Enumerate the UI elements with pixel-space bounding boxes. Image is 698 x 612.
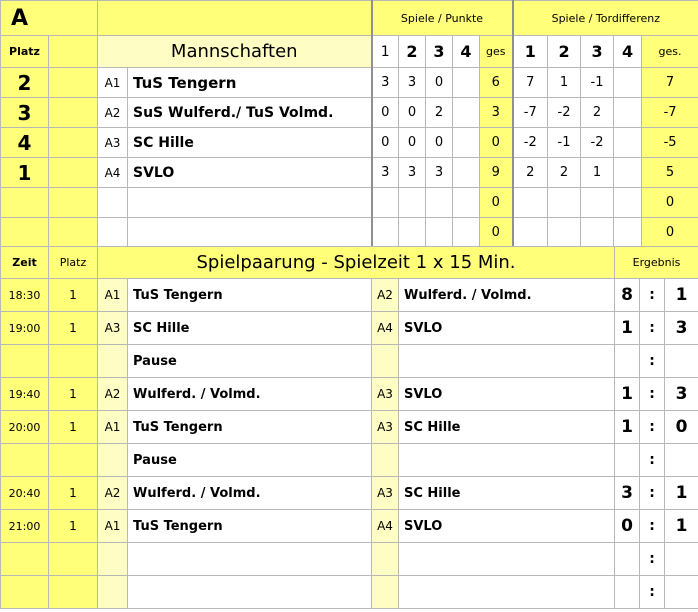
standings-row [1,68,698,98]
goals-cell: 2 [548,158,581,188]
away-id [372,576,399,609]
home-team: Wulferd. / Volmd. [128,477,372,510]
match-time: 19:00 [1,312,49,345]
away-goals: 3 [665,378,698,411]
home-goals: 1 [615,411,640,444]
away-id: A3 [372,477,399,510]
points-cell: 3 [399,68,426,98]
goals-cell: -1 [548,128,581,158]
schedule-header-row [1,247,698,279]
match-platz [49,345,98,378]
away-goals: 0 [665,411,698,444]
points-cell: 0 [372,128,399,158]
match-row [1,378,698,411]
home-team: TuS Tengern [128,510,372,543]
away-team: SVLO [399,312,615,345]
away-id [372,543,399,576]
points-col-header: 1 [372,36,399,68]
away-team: SC Hille [399,477,615,510]
away-id: A3 [372,378,399,411]
standings-row [1,128,698,158]
points-cell [453,188,480,218]
standings-subheader-row [1,36,698,68]
away-id: A4 [372,510,399,543]
goals-cell [548,188,581,218]
home-goals [615,576,640,609]
goals-col-header: 4 [614,36,642,68]
team-rank: 3 [1,98,49,128]
away-team [399,444,615,477]
away-goals: 1 [665,279,698,312]
goals-total: -7 [642,98,698,128]
goals-total-header: ges. [642,36,698,68]
away-goals: 1 [665,477,698,510]
goals-cell [614,188,642,218]
away-goals [665,576,698,609]
home-goals [615,543,640,576]
home-goals: 3 [615,477,640,510]
home-team: Pause [128,345,372,378]
home-id: A2 [98,477,128,510]
goals-cell [548,218,581,248]
team-rank [1,218,49,248]
match-platz [49,543,98,576]
home-id: A3 [98,312,128,345]
match-row [1,345,698,378]
home-goals: 1 [615,378,640,411]
points-cell: 0 [372,98,399,128]
schedule-body [1,279,698,609]
score-separator: : [640,543,665,576]
match-platz: 1 [49,312,98,345]
match-time: 18:30 [1,279,49,312]
points-cell: 0 [399,98,426,128]
team-id [98,218,128,248]
points-cell [426,188,453,218]
points-cell [453,158,480,188]
match-platz: 1 [49,378,98,411]
points-cell: 0 [426,128,453,158]
goals-cell: 1 [581,158,614,188]
points-col-header: 2 [399,36,426,68]
goals-total: -5 [642,128,698,158]
home-id: A1 [98,411,128,444]
goals-col-header: 1 [513,36,548,68]
points-cell: 0 [399,128,426,158]
goals-cell [513,188,548,218]
match-row [1,477,698,510]
goals-cell [614,158,642,188]
match-time: 20:40 [1,477,49,510]
home-id [98,543,128,576]
standings-row [1,188,698,218]
standings-row [1,98,698,128]
goals-cell: 2 [581,98,614,128]
home-team: SC Hille [128,312,372,345]
team-id: A1 [98,68,128,98]
team-name [128,218,372,248]
points-cell: 3 [372,68,399,98]
away-team [399,543,615,576]
points-col-header: 3 [426,36,453,68]
match-time: 20:00 [1,411,49,444]
points-cell [453,128,480,158]
score-separator: : [640,444,665,477]
row-blank [49,188,98,218]
points-cell [372,188,399,218]
match-row [1,543,698,576]
home-team [128,543,372,576]
time-header: Zeit [1,247,49,279]
schedule-title: Spielpaarung - Spielzeit 1 x 15 Min. [98,247,615,279]
points-header: Spiele / Punkte [372,1,513,36]
points-cell [453,218,480,248]
points-total: 0 [480,188,513,218]
goals-total: 0 [642,188,698,218]
away-id: A3 [372,411,399,444]
home-goals [615,345,640,378]
goals-cell: -2 [513,128,548,158]
schedule-table [0,246,698,609]
header-blank [98,1,372,36]
points-total: 3 [480,98,513,128]
home-team: TuS Tengern [128,411,372,444]
subheader-blank [49,36,98,68]
points-cell [453,68,480,98]
points-total-header: ges [480,36,513,68]
goals-cell [581,188,614,218]
home-team: Wulferd. / Volmd. [128,378,372,411]
away-id [372,345,399,378]
group-label: A [1,1,98,36]
match-time [1,345,49,378]
match-time [1,543,49,576]
away-goals [665,444,698,477]
standings-header-row [1,1,698,36]
goals-cell [513,218,548,248]
points-cell [372,218,399,248]
match-platz: 1 [49,279,98,312]
score-separator: : [640,477,665,510]
points-cell [453,98,480,128]
row-blank [49,158,98,188]
points-col-header: 4 [453,36,480,68]
goals-total: 7 [642,68,698,98]
points-cell: 2 [426,98,453,128]
away-team: SVLO [399,378,615,411]
away-id: A2 [372,279,399,312]
points-cell [399,188,426,218]
points-cell: 3 [426,158,453,188]
home-goals [615,444,640,477]
match-row [1,279,698,312]
goals-cell: -2 [581,128,614,158]
platz-header: Platz [1,36,49,68]
match-row [1,312,698,345]
points-cell [426,218,453,248]
away-goals [665,345,698,378]
home-id [98,444,128,477]
goals-cell: -2 [548,98,581,128]
score-separator: : [640,576,665,609]
score-separator: : [640,312,665,345]
goals-header: Spiele / Tordifferenz [513,1,698,36]
match-row [1,444,698,477]
schedule-platz-header: Platz [49,247,98,279]
row-blank [49,68,98,98]
points-cell [399,218,426,248]
match-time [1,576,49,609]
goals-cell [614,98,642,128]
home-team: Pause [128,444,372,477]
team-rank: 1 [1,158,49,188]
goals-col-header: 2 [548,36,581,68]
points-total: 0 [480,218,513,248]
standings-body [1,68,698,248]
team-rank: 4 [1,128,49,158]
score-separator: : [640,411,665,444]
away-goals [665,543,698,576]
team-id: A3 [98,128,128,158]
match-time [1,444,49,477]
goals-cell [581,218,614,248]
goals-col-header: 3 [581,36,614,68]
goals-cell [614,128,642,158]
team-name: SVLO [128,158,372,188]
away-goals: 1 [665,510,698,543]
home-goals: 8 [615,279,640,312]
points-total: 0 [480,128,513,158]
standings-row [1,158,698,188]
match-platz: 1 [49,510,98,543]
result-header: Ergebnis [615,247,698,279]
away-team [399,576,615,609]
goals-cell: 1 [548,68,581,98]
team-name: SuS Wulferd./ TuS Volmd. [128,98,372,128]
team-name: TuS Tengern [128,68,372,98]
team-rank [1,188,49,218]
away-team: SC Hille [399,411,615,444]
standings-row [1,218,698,248]
goals-total: 0 [642,218,698,248]
score-separator: : [640,345,665,378]
match-platz: 1 [49,411,98,444]
points-cell: 0 [426,68,453,98]
goals-cell: -1 [581,68,614,98]
goals-cell [614,218,642,248]
goals-cell: -7 [513,98,548,128]
goals-cell: 2 [513,158,548,188]
home-team: TuS Tengern [128,279,372,312]
home-id [98,576,128,609]
team-name [128,188,372,218]
score-separator: : [640,510,665,543]
away-goals: 3 [665,312,698,345]
away-id [372,444,399,477]
points-total: 9 [480,158,513,188]
match-time: 19:40 [1,378,49,411]
team-id [98,188,128,218]
match-platz: 1 [49,477,98,510]
home-goals: 1 [615,312,640,345]
row-blank [49,98,98,128]
home-team [128,576,372,609]
score-separator: : [640,378,665,411]
away-team: Wulferd. / Volmd. [399,279,615,312]
home-id: A2 [98,378,128,411]
goals-total: 5 [642,158,698,188]
team-id: A2 [98,98,128,128]
team-rank: 2 [1,68,49,98]
home-id [98,345,128,378]
score-separator: : [640,279,665,312]
match-platz [49,576,98,609]
match-platz [49,444,98,477]
away-team [399,345,615,378]
row-blank [49,218,98,248]
team-id: A4 [98,158,128,188]
row-blank [49,128,98,158]
team-name: SC Hille [128,128,372,158]
points-total: 6 [480,68,513,98]
match-row [1,411,698,444]
match-time: 21:00 [1,510,49,543]
teams-header: Mannschaften [98,36,372,68]
home-id: A1 [98,279,128,312]
home-id: A1 [98,510,128,543]
standings-table [0,0,698,248]
match-row [1,510,698,543]
goals-cell [614,68,642,98]
home-goals: 0 [615,510,640,543]
away-team: SVLO [399,510,615,543]
match-row [1,576,698,609]
points-cell: 3 [399,158,426,188]
goals-cell: 7 [513,68,548,98]
away-id: A4 [372,312,399,345]
points-cell: 3 [372,158,399,188]
